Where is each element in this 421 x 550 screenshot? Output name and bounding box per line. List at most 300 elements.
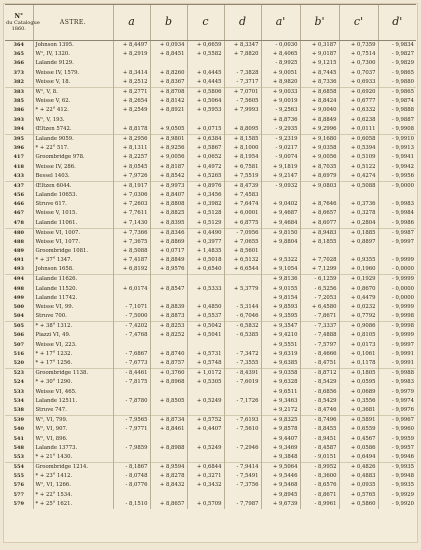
value-b: + 8,8346 xyxy=(150,228,187,238)
star-name: Lalande 9129. xyxy=(33,59,113,68)
catalogue-number: 539 xyxy=(5,416,33,426)
value-c-prime: + 0,1929 xyxy=(339,275,378,285)
value-a xyxy=(113,115,150,124)
value-d: + 6,8775 xyxy=(224,219,261,229)
value-c: + 0,5748 xyxy=(187,359,224,369)
table-row xyxy=(5,322,416,332)
star-name: Weisse V, 1015. xyxy=(33,209,113,218)
value-c-prime: + 0,0173 xyxy=(339,341,378,350)
value-a-prime: + 9,3848 xyxy=(261,453,300,463)
value-c-prime: + 0,6238 xyxy=(339,115,378,124)
value-a-prime: + 8,9820 xyxy=(261,78,300,88)
table-row xyxy=(5,200,416,209)
value-c-prime: + 0,8897 xyxy=(339,238,378,247)
value-b-prime: + 8,7445 xyxy=(300,69,339,78)
value-b-prime: - 8,9961 xyxy=(300,500,339,509)
value-b xyxy=(150,406,187,416)
value-c-prime: + 0,5765 xyxy=(339,491,378,500)
value-a xyxy=(113,491,150,500)
value-b xyxy=(150,275,187,285)
value-c-prime: + 0,5394 xyxy=(339,144,378,153)
value-c-prime: + 0,0586 xyxy=(339,444,378,453)
value-b: + 8,8505 xyxy=(150,397,187,406)
value-d-prime: - 9,9999 xyxy=(378,331,416,340)
catalogue-number: 488 xyxy=(13,238,24,245)
table-row xyxy=(5,491,416,500)
table-row xyxy=(5,228,416,238)
value-b-prime: + 9,0187 xyxy=(300,50,339,59)
value-b: + 8,8367 xyxy=(150,78,187,88)
value-a: + 8,2771 xyxy=(113,87,150,97)
value-d: - 7,6019 xyxy=(224,378,261,387)
value-a-prime: - 0,0030 xyxy=(261,41,300,51)
value-a: - 7,9859 xyxy=(113,444,150,453)
catalogue-number: 466 xyxy=(13,201,24,208)
value-c: + 0,4490 xyxy=(187,228,224,238)
value-d-prime: - 9,9829 xyxy=(378,59,416,68)
table-row xyxy=(5,472,416,481)
value-c: + 0,4972 xyxy=(187,162,224,171)
value-a-prime: + 9,8578 xyxy=(261,425,300,434)
catalogue-number: 386 xyxy=(13,107,24,114)
value-c-prime: + 0,1805 xyxy=(339,369,378,379)
star-name: Lalande 11520. xyxy=(33,284,113,293)
star-name: Weisse VI, 99. xyxy=(33,303,113,312)
value-d: + 6,7581 xyxy=(224,162,261,171)
value-b-prime: - 8,5429 xyxy=(300,378,339,387)
value-b-prime: + 9,0040 xyxy=(300,106,339,115)
value-c xyxy=(187,341,224,350)
value-d-prime: - 9,9888 xyxy=(378,106,416,115)
value-d: - 6,7046 xyxy=(224,312,261,322)
value-c: + 0,5953 xyxy=(187,106,224,115)
table-row xyxy=(5,256,416,265)
value-a-prime: - 9,0074 xyxy=(261,153,300,162)
star-name: W¹, V, 8. xyxy=(33,87,113,97)
value-d-prime: - 9,9986 xyxy=(378,219,416,229)
value-d xyxy=(224,388,261,397)
value-b: + 8,8708 xyxy=(150,87,187,97)
value-d xyxy=(224,275,261,285)
table-row xyxy=(5,331,416,340)
col-a-prime-header: a' xyxy=(261,5,300,41)
value-c: + 0,3432 xyxy=(187,481,224,490)
value-b-prime: + 9,0358 xyxy=(300,144,339,153)
catalogue-number: 520 xyxy=(13,360,24,367)
table-row xyxy=(5,312,416,322)
table-row xyxy=(5,41,416,51)
table-row xyxy=(5,265,416,275)
value-d xyxy=(224,115,261,124)
value-d: + 7,0701 xyxy=(224,87,261,97)
value-a: + 8,2257 xyxy=(113,153,150,162)
value-d xyxy=(224,406,261,416)
value-c-prime: + 0,1885 xyxy=(339,228,378,238)
value-c-prime: + 0,0689 xyxy=(339,388,378,397)
value-a: - 7,8780 xyxy=(113,397,150,406)
value-a: + 8,5088 xyxy=(113,247,150,256)
value-d-prime: - 9,9988 xyxy=(378,369,416,379)
value-a-prime: + 9,8804 xyxy=(261,238,300,247)
value-d: - 7,6193 xyxy=(224,416,261,426)
value-d-prime xyxy=(378,191,416,200)
catalogue-number: 555 xyxy=(13,473,24,480)
value-d-prime: - 9,9946 xyxy=(378,453,416,463)
value-a-prime: - 8,9925 xyxy=(261,59,300,68)
catalogue-number: 506 xyxy=(13,332,24,339)
star-name: Lalande 11626. xyxy=(33,275,113,285)
value-c-prime: + 0,7037 xyxy=(339,69,378,78)
value-b: + 8,8547 xyxy=(150,284,187,293)
star-name: Johnson 1395. xyxy=(33,41,113,51)
value-b-prime: - 8,7496 xyxy=(300,416,339,426)
star-name: Groombridge 1214. xyxy=(33,463,113,473)
value-d: - 6,5832 xyxy=(224,322,261,332)
value-b-prime: - 7,4888 xyxy=(300,331,339,340)
table-row xyxy=(5,238,416,247)
value-c xyxy=(187,491,224,500)
star-name: W¹, IV, 1320. xyxy=(33,50,113,59)
num-subtitle: du Catalogue xyxy=(6,19,40,26)
table-row xyxy=(5,500,416,509)
catalogue-number: 576 xyxy=(13,482,24,489)
table-row xyxy=(5,378,416,387)
value-b-prime: + 8,8849 xyxy=(300,115,339,124)
star-name: Weisse V, 18. xyxy=(33,78,113,88)
value-a-prime: + 9,8325 xyxy=(261,416,300,426)
value-a-prime: - 9,0217 xyxy=(261,144,300,153)
value-b: + 8,9576 xyxy=(150,265,187,275)
value-d: + 7,4583 xyxy=(224,191,261,200)
header-row xyxy=(5,5,416,41)
value-c-prime: + 0,8670 xyxy=(339,284,378,293)
value-a: + 7,9726 xyxy=(113,172,150,182)
table-row xyxy=(5,59,416,68)
value-a-prime: + 9,3469 xyxy=(261,444,300,453)
value-a: - 8,4461 xyxy=(113,369,150,379)
value-b: + 9,0505 xyxy=(150,125,187,135)
value-b: + 8,8253 xyxy=(150,322,187,332)
value-a-prime xyxy=(261,247,300,256)
star-name: * + 30° 1290. xyxy=(33,378,113,387)
catalogue-number: 417 xyxy=(13,154,24,161)
value-a-prime: + 9,5322 xyxy=(261,256,300,265)
value-a: - 7,1071 xyxy=(113,303,150,312)
value-a: - 8,1867 xyxy=(113,463,150,473)
catalogue-number: 382 xyxy=(13,78,24,85)
value-c: + 0,5128 xyxy=(187,209,224,218)
value-c: + 0,5806 xyxy=(187,87,224,97)
catalogue-number: 437 xyxy=(5,181,33,191)
table-row xyxy=(5,350,416,359)
value-d: - 7,3472 xyxy=(224,350,261,359)
value-c: + 0,5731 xyxy=(187,350,224,359)
catalogue-number: 533 xyxy=(13,388,24,395)
value-a-prime: + 9,3463 xyxy=(261,397,300,406)
catalogue-number: 498 xyxy=(13,285,24,292)
value-c: + 0,4850 xyxy=(187,303,224,312)
value-c: + 0,3982 xyxy=(187,200,224,209)
star-name: * + 17° 1256. xyxy=(33,359,113,369)
star-name: Weisse VI, 1007. xyxy=(33,228,113,238)
value-b-prime: + 8,7646 xyxy=(300,200,339,209)
value-b-prime: + 8,7035 xyxy=(300,162,339,171)
value-b-prime: - 8,4746 xyxy=(300,406,339,416)
value-b: + 8,8407 xyxy=(150,191,187,200)
value-b: + 8,8740 xyxy=(150,350,187,359)
value-d: + 8,4739 xyxy=(224,181,261,191)
table-row xyxy=(5,388,416,397)
value-a: + 7,3675 xyxy=(113,238,150,247)
value-a: - 7,8175 xyxy=(113,378,150,387)
value-b: + 0,3760 xyxy=(150,369,187,379)
value-a-prime: + 9,0155 xyxy=(261,284,300,293)
table-row xyxy=(5,172,416,182)
value-a: + 8,2654 xyxy=(113,97,150,106)
table-row xyxy=(5,106,416,115)
value-a-prime: + 9,6385 xyxy=(261,359,300,369)
value-a-prime: + 9,3547 xyxy=(261,322,300,332)
value-a: - 7,5000 xyxy=(113,312,150,322)
value-d: + 6,5132 xyxy=(224,256,261,265)
star-name: * + 21° 1430. xyxy=(33,453,113,463)
value-c-prime: + 0,3278 xyxy=(339,209,378,218)
value-a-prime: + 9,6511 xyxy=(261,388,300,397)
value-d: - 5,3144 xyxy=(224,303,261,312)
value-a: + 6,8192 xyxy=(113,265,150,275)
value-d: - 7,5610 xyxy=(224,425,261,434)
value-c: + 0,5537 xyxy=(187,312,224,322)
value-a: - 7,6773 xyxy=(113,359,150,369)
table-row xyxy=(5,153,416,162)
value-b-prime: - 8,8671 xyxy=(300,491,339,500)
value-a-prime: - 9,2319 xyxy=(261,134,300,144)
value-b: + 8,8869 xyxy=(150,238,187,247)
value-c: + 0,6844 xyxy=(187,463,224,473)
star-name: Johnson 1658. xyxy=(33,265,113,275)
catalogue-number: 523 xyxy=(5,369,33,379)
value-c-prime xyxy=(339,191,378,200)
value-c-prime: + 0,4567 xyxy=(339,434,378,443)
catalogue-number: 554 xyxy=(5,463,33,473)
value-d-prime: - 9,9913 xyxy=(378,144,416,153)
value-b-prime: + 8,6858 xyxy=(300,87,339,97)
value-c: + 0,3271 xyxy=(187,472,224,481)
value-c-prime: + 0,0935 xyxy=(339,481,378,490)
value-a xyxy=(113,406,150,416)
value-c-prime: + 0,1178 xyxy=(339,359,378,369)
table-row xyxy=(5,444,416,453)
star-name: Piazzi VI, 49. xyxy=(33,331,113,340)
value-b-prime: + 8,1855 xyxy=(300,238,339,247)
value-c-prime: + 0,4883 xyxy=(339,472,378,481)
value-a-prime: + 9,0019 xyxy=(261,97,300,106)
value-b xyxy=(150,453,187,463)
star-name: Groombridge 978. xyxy=(33,153,113,162)
value-a-prime: + 8,8736 xyxy=(261,115,300,124)
value-b-prime xyxy=(300,191,339,200)
value-b: + 8,8260 xyxy=(150,69,187,78)
value-c xyxy=(187,294,224,303)
value-d xyxy=(224,59,261,68)
value-d-prime: - 9,9998 xyxy=(378,312,416,322)
value-b: + 8,8734 xyxy=(150,416,187,426)
value-a: + 7,0306 xyxy=(113,191,150,200)
value-a: + 8,2512 xyxy=(113,78,150,88)
star-name: W¹, V, 193. xyxy=(33,115,113,124)
value-d xyxy=(224,294,261,303)
value-b-prime: + 8,6077 xyxy=(300,219,339,229)
catalogue-number: 524 xyxy=(13,379,24,386)
value-b: + 8,9973 xyxy=(150,181,187,191)
num-year: 1860. xyxy=(11,25,26,32)
value-b-prime: - 8,8712 xyxy=(300,369,339,379)
star-name: W¹, VI, 907. xyxy=(33,425,113,434)
value-c-prime xyxy=(339,247,378,256)
catalogue-number: 418 xyxy=(13,163,24,170)
value-d-prime: - 0,0000 xyxy=(378,294,416,303)
star-name: Lalande 13773. xyxy=(33,444,113,453)
value-c-prime: + 0,3681 xyxy=(339,406,378,416)
catalogue-number: 553 xyxy=(13,454,24,461)
value-a: - 7,4768 xyxy=(113,331,150,340)
table-row xyxy=(5,284,416,293)
value-a: + 8,2919 xyxy=(113,50,150,59)
value-c-prime: + 0,1061 xyxy=(339,350,378,359)
col-c-header: c xyxy=(187,5,224,41)
value-d-prime xyxy=(378,247,416,256)
value-d: + 7,0655 xyxy=(224,238,261,247)
value-b: + 8,8432 xyxy=(150,481,187,490)
catalogue-number: 516 xyxy=(13,351,24,358)
value-d-prime: - 9,9887 xyxy=(378,115,416,124)
value-a: + 8,8178 xyxy=(113,125,150,135)
catalogue-number: 396 xyxy=(13,144,24,151)
value-a: - 7,9565 xyxy=(113,416,150,426)
table-row xyxy=(5,397,416,406)
value-c xyxy=(187,406,224,416)
table-row xyxy=(5,369,416,379)
value-d xyxy=(224,434,261,443)
value-a: - 8,0748 xyxy=(113,472,150,481)
value-c-prime: + 0,7300 xyxy=(339,59,378,68)
value-c: + 0,6384 xyxy=(187,134,224,144)
star-name: Weisse V, 62. xyxy=(33,97,113,106)
star-name: W¹, VI, 896. xyxy=(33,434,113,443)
table-row xyxy=(5,125,416,135)
table-row xyxy=(5,463,416,473)
value-c-prime: + 0,5860 xyxy=(339,500,378,509)
value-c-prime: + 0,5891 xyxy=(339,416,378,426)
star-reduction-table xyxy=(5,4,416,509)
value-d: - 8,4391 xyxy=(224,369,261,379)
value-c-prime: + 0,4826 xyxy=(339,463,378,473)
table-row xyxy=(5,406,416,416)
value-b-prime xyxy=(300,247,339,256)
table-row xyxy=(5,78,416,88)
value-c: + 0,3977 xyxy=(187,238,224,247)
col-d-header: d xyxy=(224,5,261,41)
value-b: + 9,0056 xyxy=(150,153,187,162)
value-c-prime: + 0,6058 xyxy=(339,134,378,144)
value-b-prime: - 8,5429 xyxy=(300,397,339,406)
table-row xyxy=(5,416,416,426)
table-row xyxy=(5,294,416,303)
value-b-prime: - 8,6576 xyxy=(300,481,339,490)
value-c-prime: + 0,8105 xyxy=(339,331,378,340)
value-a xyxy=(113,434,150,443)
value-b: + 8,8142 xyxy=(150,97,187,106)
value-b-prime: - 8,6856 xyxy=(300,388,339,397)
catalogue-number: 504 xyxy=(13,313,24,320)
value-c-prime: + 0,9086 xyxy=(339,322,378,332)
value-c-prime: + 0,0595 xyxy=(339,378,378,387)
value-b-prime: - 9,0151 xyxy=(300,453,339,463)
catalogue-number: 507 xyxy=(13,341,24,348)
catalogue-number: 364 xyxy=(13,42,24,48)
value-b-prime: - 8,4587 xyxy=(300,444,339,453)
value-b: + 8,8873 xyxy=(150,312,187,322)
value-d: + 8,5601 xyxy=(224,247,261,256)
value-d-prime: - 9,9956 xyxy=(378,172,416,182)
value-d: - 7,0956 xyxy=(224,228,261,238)
col-b-prime-header: b' xyxy=(300,5,339,41)
star-name: Lalande 9059. xyxy=(33,134,113,144)
value-a-prime: + 9,3595 xyxy=(261,312,300,322)
value-a-prime: + 9,4407 xyxy=(261,434,300,443)
value-b: + 8,8451 xyxy=(150,50,187,59)
star-name: Groombridge 1138. xyxy=(33,369,113,379)
value-c: + 1,4835 xyxy=(187,247,224,256)
col-b-header: b xyxy=(150,5,187,41)
value-d: - 6,5385 xyxy=(224,331,261,340)
table-row xyxy=(5,144,416,153)
value-a: + 8,2549 xyxy=(113,106,150,115)
value-b: + 8,8252 xyxy=(150,331,187,340)
table-row xyxy=(5,219,416,229)
value-d-prime: - 9,9908 xyxy=(378,125,416,135)
value-b-prime: + 8,7336 xyxy=(300,78,339,88)
value-d-prime: - 9,9959 xyxy=(378,434,416,443)
table-row xyxy=(5,275,416,285)
value-a: + 8,2956 xyxy=(113,134,150,144)
catalogue-number: 499 xyxy=(13,294,24,301)
value-d xyxy=(224,453,261,463)
value-c-prime: + 0,2804 xyxy=(339,219,378,229)
star-name: * + 17° 1232. xyxy=(33,350,113,359)
value-d-prime: - 9,9979 xyxy=(378,388,416,397)
value-a xyxy=(113,341,150,350)
value-d-prime: - 9,9935 xyxy=(378,481,416,490)
value-d: + 6,6544 xyxy=(224,265,261,275)
catalogue-number: 385 xyxy=(13,98,24,105)
value-c: + 0,0715 xyxy=(187,125,224,135)
star-name: Lalande 11742. xyxy=(33,294,113,303)
value-c-prime: + 0,6920 xyxy=(339,87,378,97)
value-b xyxy=(150,294,187,303)
value-b: + 8,8395 xyxy=(150,219,187,229)
catalogue-number: 393 xyxy=(13,116,24,123)
value-b xyxy=(150,341,187,350)
value-a: + 6,0174 xyxy=(113,284,150,293)
value-d-prime: - 9,9941 xyxy=(378,153,416,162)
catalogue-number: 577 xyxy=(13,491,24,498)
value-c: + 0,5752 xyxy=(187,416,224,426)
value-a-prime xyxy=(261,191,300,200)
value-c-prime: + 0,9355 xyxy=(339,256,378,265)
value-d: + 8,8095 xyxy=(224,125,261,135)
catalogue-number: 491 xyxy=(13,257,24,264)
